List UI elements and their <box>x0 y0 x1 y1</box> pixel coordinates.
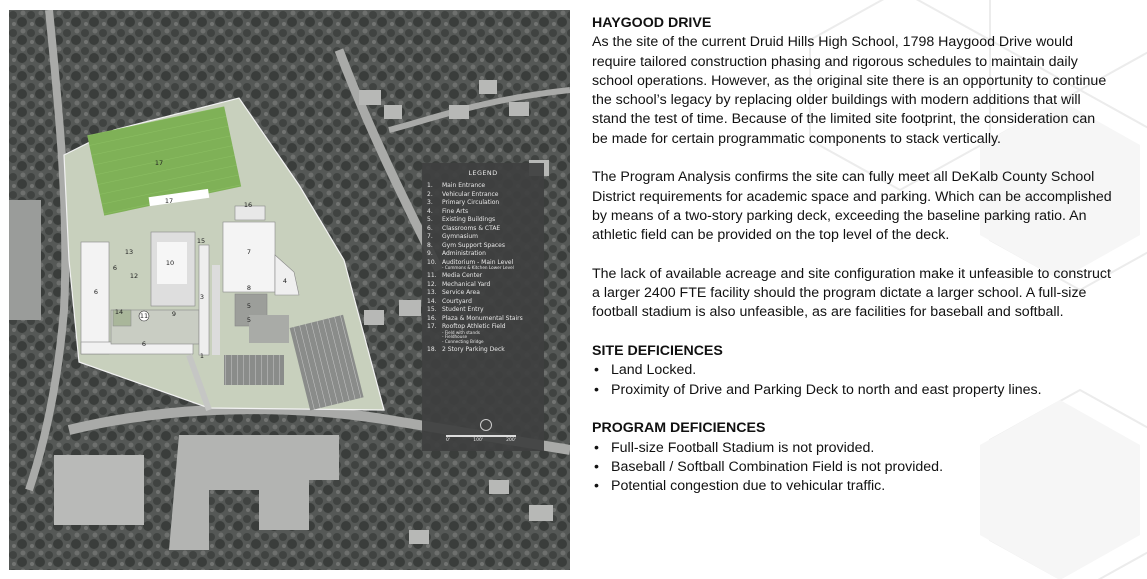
list-item: • Proximity of Drive and Parking Deck to north and east property lines. <box>592 381 1112 400</box>
legend-item-label: Administration <box>442 250 486 258</box>
legend-item-number: 4. <box>427 207 433 215</box>
site-deficiences-heading: SITE DEFICIENCES <box>592 343 723 360</box>
legend-item-number: 14. <box>427 297 437 305</box>
legend-item-number: 17. <box>427 323 437 331</box>
scale-label-0: 0' <box>446 438 451 443</box>
legend-item <box>427 306 539 315</box>
plan-label-12: 12 <box>129 272 139 280</box>
program-deficiences-heading: PROGRAM DEFICIENCES <box>592 420 766 437</box>
legend-item-number: 1. <box>427 182 433 189</box>
intro-paragraph: As the site of the current Druid Hills High School, 1798 Haygood Drive would require tailored construction phasing and rigorous schedules to maintain daily school operations. However, as the original site there is an opportunity to continue the school’s legacy by replacing older buildings with modern additions that will stand the test of time. Because of the limited site footprint, the consideration can be made for certain programmatic components to stack vertically. <box>592 34 1107 147</box>
legend-item <box>427 242 539 251</box>
plan-label-6-a: 6 <box>112 264 118 272</box>
plan-label-14: 14 <box>114 308 124 316</box>
plan-label-5-a: 5 <box>246 302 252 310</box>
plan-label-4: 4 <box>282 277 288 285</box>
scale-label-200: 200' <box>506 438 516 443</box>
legend-item <box>427 208 539 217</box>
plan-label-15: 15 <box>196 237 206 245</box>
scale-label-100: 100' <box>473 438 484 443</box>
legend-item <box>427 225 539 234</box>
legend-item-label: Main Entrance <box>442 182 486 189</box>
legend-title: LEGEND <box>468 169 498 177</box>
legend-item-number: 15. <box>427 306 437 314</box>
legend-item-number: 10. <box>427 258 437 266</box>
plan-label-16: 16 <box>243 201 253 209</box>
legend-item-label: Courtyard <box>442 297 472 305</box>
plan-label-6-b: 6 <box>93 288 99 296</box>
legend-item-number: 5. <box>427 216 433 224</box>
legend-panel <box>422 163 544 451</box>
acreage-paragraph: The lack of available acreage and site configuration make it unfeasible to construct a larger 2400 FTE facility should the program dictate a larger school. A full-size football stadium is also unfeasible, as are facilities for baseball and softball. <box>592 265 1111 321</box>
plan-label-3: 3 <box>199 293 205 301</box>
legend-item-label: Classrooms & CTAE <box>442 224 501 232</box>
list-item: • Potential congestion due to vehicular traffic. <box>592 477 1112 496</box>
description-panel <box>592 14 1112 496</box>
legend-item-number: 11. <box>427 272 437 280</box>
legend-item-label: Student Entry <box>442 306 484 314</box>
plan-label-1: 1 <box>199 352 205 360</box>
legend-item-label: Vehicular Entrance <box>442 190 499 198</box>
legend-item-label: 2 Story Parking Deck <box>442 345 505 353</box>
legend-item-label: Auditorium - Main Level <box>442 258 514 266</box>
scale-bar-line <box>446 435 516 437</box>
legend-item-label: Rooftop Athletic Field <box>442 323 506 331</box>
legend-item-label: Mechanical Yard <box>442 280 491 288</box>
plan-label-8: 8 <box>246 284 252 292</box>
legend-item-label: Gymnasium <box>442 233 478 241</box>
legend-item-number: 16. <box>427 314 437 322</box>
legend-item-number: 7. <box>427 233 433 241</box>
legend-list <box>427 182 539 354</box>
legend-item-label: Plaza & Monumental Stairs <box>442 314 523 322</box>
legend-item-label: Media Center <box>442 272 483 280</box>
legend-item <box>427 216 539 225</box>
program-deficiences-list <box>592 439 1112 497</box>
legend-item-number: 2. <box>427 190 433 198</box>
legend-item-number: 13. <box>427 289 437 297</box>
legend-item <box>427 191 539 200</box>
plan-label-9: 9 <box>171 310 177 318</box>
site-deficiences-list <box>592 361 1112 400</box>
legend-item-number: 12. <box>427 280 437 288</box>
plan-label-10: 10 <box>165 259 175 267</box>
plan-label-17-bridge: 17 <box>164 197 174 205</box>
program-analysis-paragraph: The Program Analysis confirms the site can fully meet all DeKalb County School District requirements for academic space and parking. Which can be accomplished by means of a two-story parking deck, exceeding the baseline parking ratio. An athletic field can be provided on the top level of the deck. <box>592 169 1112 244</box>
legend-item-label: Fine Arts <box>442 207 469 215</box>
plan-label-11: 11 <box>139 312 149 320</box>
legend-item <box>427 281 539 290</box>
plan-label-13: 13 <box>124 248 134 256</box>
scale-bar <box>446 430 516 443</box>
legend-item-label: Existing Buildings <box>442 216 496 224</box>
legend-item-label: Primary Circulation <box>442 199 500 207</box>
legend-item-number: 9. <box>427 250 433 258</box>
legend-item-sublabel: - Field with stands <box>442 329 480 335</box>
section-heading: HAYGOOD DRIVE <box>592 15 712 31</box>
legend-item-number: 3. <box>427 199 433 207</box>
legend-item <box>427 272 539 281</box>
plan-label-7: 7 <box>246 248 252 256</box>
list-item: • Land Locked. <box>592 361 1112 380</box>
legend-item-sublabel: - Fieldhouse <box>442 334 468 340</box>
legend-item-label: Gym Support Spaces <box>442 241 505 249</box>
legend-item-number: 8. <box>427 241 433 249</box>
legend-item-label: Service Area <box>442 289 480 297</box>
legend-item <box>427 233 539 242</box>
plan-label-5-b: 5 <box>246 316 252 324</box>
legend-item <box>427 289 539 298</box>
legend-item <box>427 315 539 324</box>
plan-label-6-c: 6 <box>141 340 147 348</box>
legend-item <box>427 346 539 355</box>
legend-item-number: 6. <box>427 224 433 232</box>
legend-item-sublabel: - Connecting Bridge <box>442 339 484 345</box>
list-item: • Full-size Football Stadium is not provided. <box>592 439 1112 458</box>
legend-item <box>427 182 539 191</box>
legend-item-sublabel: - Commons & Kitchen Lower Level <box>442 265 514 271</box>
list-item: • Baseball / Softball Combination Field is not provided. <box>592 458 1112 477</box>
plan-label-17-field: 17 <box>154 159 164 167</box>
legend-item <box>427 298 539 307</box>
legend-item <box>427 250 539 259</box>
legend-item-number: 18. <box>427 345 437 353</box>
legend-item <box>427 199 539 208</box>
site-plan-map <box>9 10 570 570</box>
